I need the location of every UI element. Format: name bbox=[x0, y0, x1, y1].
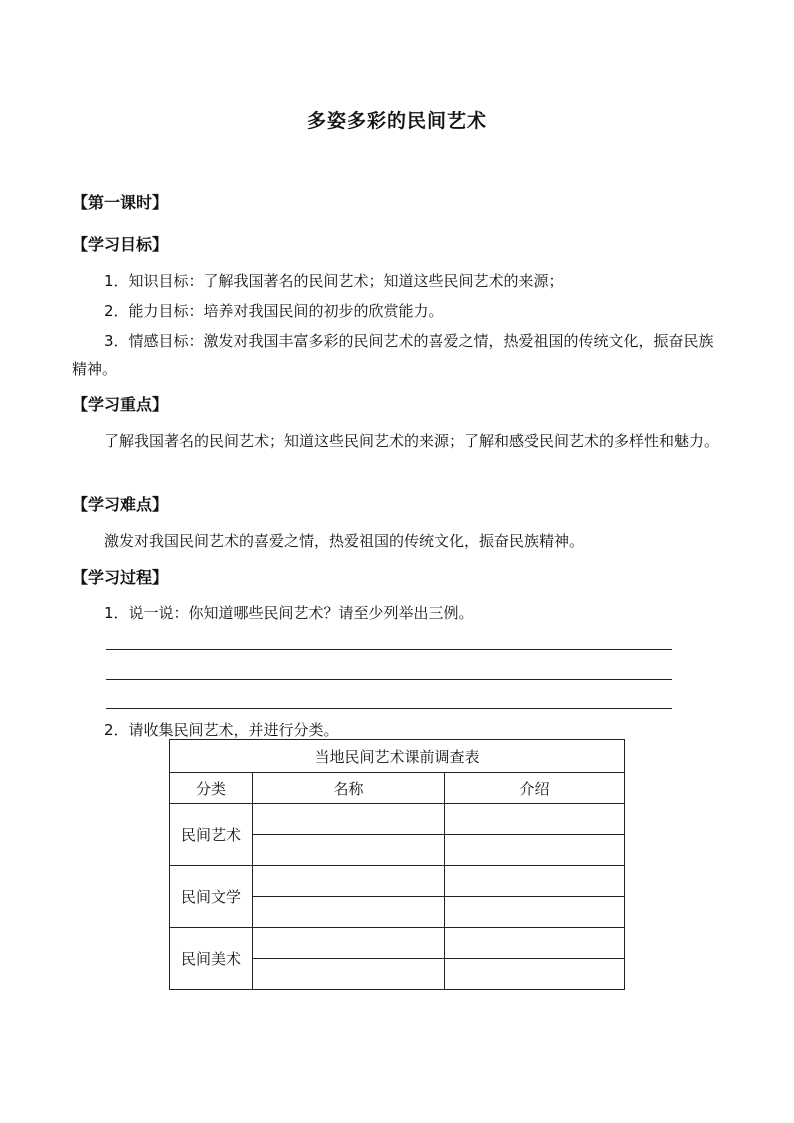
goal-item-3: 3．情感目标：激发对我国丰富多彩的民间艺术的喜爱之情，热爱祖国的传统文化，振奋民族精神。 bbox=[72, 332, 714, 378]
intro-cell[interactable] bbox=[445, 835, 625, 866]
name-cell[interactable] bbox=[253, 897, 445, 928]
table-caption: 当地民间艺术课前调查表 bbox=[170, 740, 625, 773]
intro-cell[interactable] bbox=[445, 897, 625, 928]
heading-difficulty: 【学习难点】 bbox=[72, 495, 169, 514]
header-intro: 介绍 bbox=[445, 773, 625, 804]
category-cell-folk-art: 民间艺术 bbox=[170, 804, 253, 866]
table-row bbox=[170, 928, 625, 959]
table-row bbox=[170, 804, 625, 835]
name-cell[interactable] bbox=[253, 959, 445, 990]
intro-cell[interactable] bbox=[445, 928, 625, 959]
name-cell[interactable] bbox=[253, 804, 445, 835]
process-step-2: 2．请收集民间艺术，并进行分类。 bbox=[104, 721, 339, 739]
process-step-1: 1．说一说：你知道哪些民间艺术？请至少列举出三例。 bbox=[104, 604, 474, 622]
intro-cell[interactable] bbox=[445, 804, 625, 835]
goal-item-2: 2．能力目标：培养对我国民间的初步的欣赏能力。 bbox=[104, 302, 444, 320]
table-row bbox=[170, 866, 625, 897]
answer-line-2[interactable] bbox=[106, 679, 672, 680]
heading-lesson: 【第一课时】 bbox=[72, 193, 169, 212]
answer-line-3[interactable] bbox=[106, 708, 672, 709]
page-title: 多姿多彩的民间艺术 bbox=[306, 110, 487, 132]
header-name: 名称 bbox=[253, 773, 445, 804]
table-header-row bbox=[170, 773, 625, 804]
category-cell-folk-fine-art: 民间美术 bbox=[170, 928, 253, 990]
table-caption-row bbox=[170, 740, 625, 773]
intro-cell[interactable] bbox=[445, 866, 625, 897]
heading-goals: 【学习目标】 bbox=[72, 235, 169, 254]
key-points-text: 了解我国著名的民间艺术；知道这些民间艺术的来源；了解和感受民间艺术的多样性和魅力。 bbox=[104, 432, 720, 450]
survey-table bbox=[169, 739, 625, 990]
header-category: 分类 bbox=[170, 773, 253, 804]
difficulty-text: 激发对我国民间艺术的喜爱之情，热爱祖国的传统文化，振奋民族精神。 bbox=[104, 532, 585, 550]
name-cell[interactable] bbox=[253, 928, 445, 959]
heading-key-points: 【学习重点】 bbox=[72, 395, 169, 414]
intro-cell[interactable] bbox=[445, 959, 625, 990]
name-cell[interactable] bbox=[253, 835, 445, 866]
category-cell-folk-literature: 民间文学 bbox=[170, 866, 253, 928]
name-cell[interactable] bbox=[253, 866, 445, 897]
goal-item-1: 1．知识目标：了解我国著名的民间艺术；知道这些民间艺术的来源； bbox=[104, 272, 564, 290]
heading-process: 【学习过程】 bbox=[72, 568, 169, 587]
answer-line-1[interactable] bbox=[106, 649, 672, 650]
